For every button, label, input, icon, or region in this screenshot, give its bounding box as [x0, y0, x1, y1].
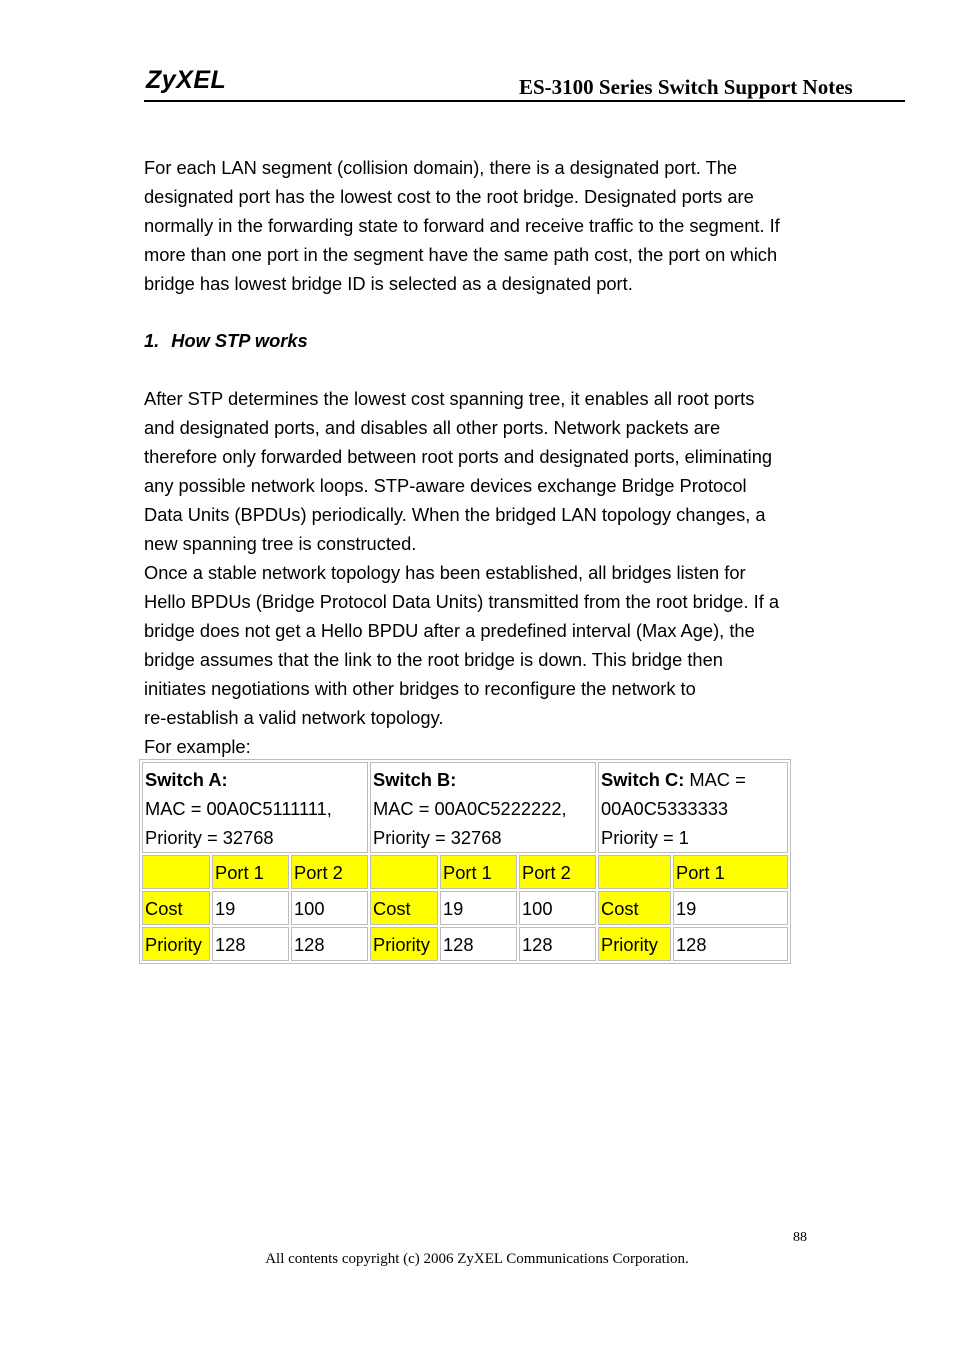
header-rule [144, 100, 905, 102]
text-line: re-establish a valid network topology. [144, 707, 444, 728]
switch-c-mac: 00A0C5333333 [601, 798, 729, 819]
text-line: bridge does not get a Hello BPDU after a predefined interval (Max Age), the [144, 620, 755, 641]
cost-value-cell: 19 [212, 891, 289, 925]
text-line: Data Units (BPDUs) periodically. When the bridged LAN topology changes, a [144, 504, 766, 525]
cost-value-cell: 100 [519, 891, 596, 925]
empty-header-cell [598, 855, 671, 889]
cost-label-cell: Cost [598, 891, 671, 925]
priority-value-cell: 128 [212, 927, 289, 961]
switch-c-priority: Priority = 1 [601, 827, 689, 848]
switch-b-mac: MAC = 00A0C5222222, [373, 798, 567, 819]
text-line: more than one port in the segment have the same path cost, the port on which [144, 244, 778, 265]
text-line: any possible network loops. STP-aware devices exchange Bridge Protocol [144, 475, 747, 496]
text-line: Once a stable network topology has been established, all bridges listen for [144, 562, 746, 583]
cost-value-cell: 19 [440, 891, 517, 925]
section-heading [144, 326, 308, 355]
port-header-cell: Port 1 [212, 855, 289, 889]
priority-value-cell: 128 [673, 927, 788, 961]
stp-example-table [139, 759, 791, 964]
section-number: 1. [144, 330, 160, 351]
text-line: new spanning tree is constructed. [144, 533, 417, 554]
document-title: ES-3100 Series Switch Support Notes [519, 75, 853, 99]
text-line: For example: [144, 736, 251, 757]
copyright-footer: All contents copyright (c) 2006 ZyXEL Communications Corporation. [265, 1251, 689, 1267]
cost-row [142, 891, 788, 925]
empty-header-cell [370, 855, 438, 889]
port-header-cell: Port 1 [440, 855, 517, 889]
cost-label-cell: Cost [142, 891, 210, 925]
switch-c-cell [598, 762, 788, 853]
text-line: initiates negotiations with other bridges to reconfigure the network to [144, 678, 696, 699]
switch-info-row [142, 762, 788, 853]
priority-row [142, 927, 788, 961]
page-number: 88 [793, 1230, 807, 1245]
text-line: bridge has lowest bridge ID is selected as a designated port. [144, 273, 633, 294]
priority-value-cell: 128 [440, 927, 517, 961]
text-line: and designated ports, and disables all other ports. Network packets are [144, 417, 721, 438]
switch-c-name: Switch C: [601, 769, 685, 790]
designated-port-paragraph [144, 153, 824, 298]
cost-label-cell: Cost [370, 891, 438, 925]
section-title: How STP works [171, 330, 308, 351]
text-line: After STP determines the lowest cost spanning tree, it enables all root ports [144, 388, 755, 409]
text-line: bridge assumes that the link to the root bridge is down. This bridge then [144, 649, 723, 670]
priority-label-cell: Priority [598, 927, 671, 961]
port-header-cell: Port 2 [519, 855, 596, 889]
empty-header-cell [142, 855, 210, 889]
text-line: normally in the forwarding state to forward and receive traffic to the segment. If [144, 215, 780, 236]
switch-c-heading [601, 765, 785, 794]
switch-a-mac: MAC = 00A0C5111111, [145, 798, 332, 819]
text-line: designated port has the lowest cost to the root bridge. Designated ports are [144, 186, 754, 207]
switch-a-name: Switch A: [145, 769, 228, 790]
switch-b-cell [370, 762, 596, 853]
port-header-cell: Port 1 [673, 855, 788, 889]
cost-value-cell: 19 [673, 891, 788, 925]
text-line: For each LAN segment (collision domain), there is a designated port. The [144, 157, 738, 178]
text-line: Hello BPDUs (Bridge Protocol Data Units) transmitted from the root bridge. If a [144, 591, 780, 612]
port-header-cell: Port 2 [291, 855, 368, 889]
switch-a-priority: Priority = 32768 [145, 827, 274, 848]
switch-b-priority: Priority = 32768 [373, 827, 502, 848]
priority-value-cell: 128 [291, 927, 368, 961]
port-header-row [142, 855, 788, 889]
text-line: therefore only forwarded between root ports and designated ports, eliminating [144, 446, 773, 467]
switch-a-cell [142, 762, 368, 853]
zyxel-logo: ZyXEL [146, 66, 227, 94]
priority-label-cell: Priority [142, 927, 210, 961]
priority-value-cell: 128 [519, 927, 596, 961]
priority-label-cell: Priority [370, 927, 438, 961]
how-stp-works-paragraph [144, 384, 824, 761]
switch-b-name: Switch B: [373, 769, 457, 790]
cost-value-cell: 100 [291, 891, 368, 925]
switch-c-mac-label: MAC = [684, 769, 746, 790]
